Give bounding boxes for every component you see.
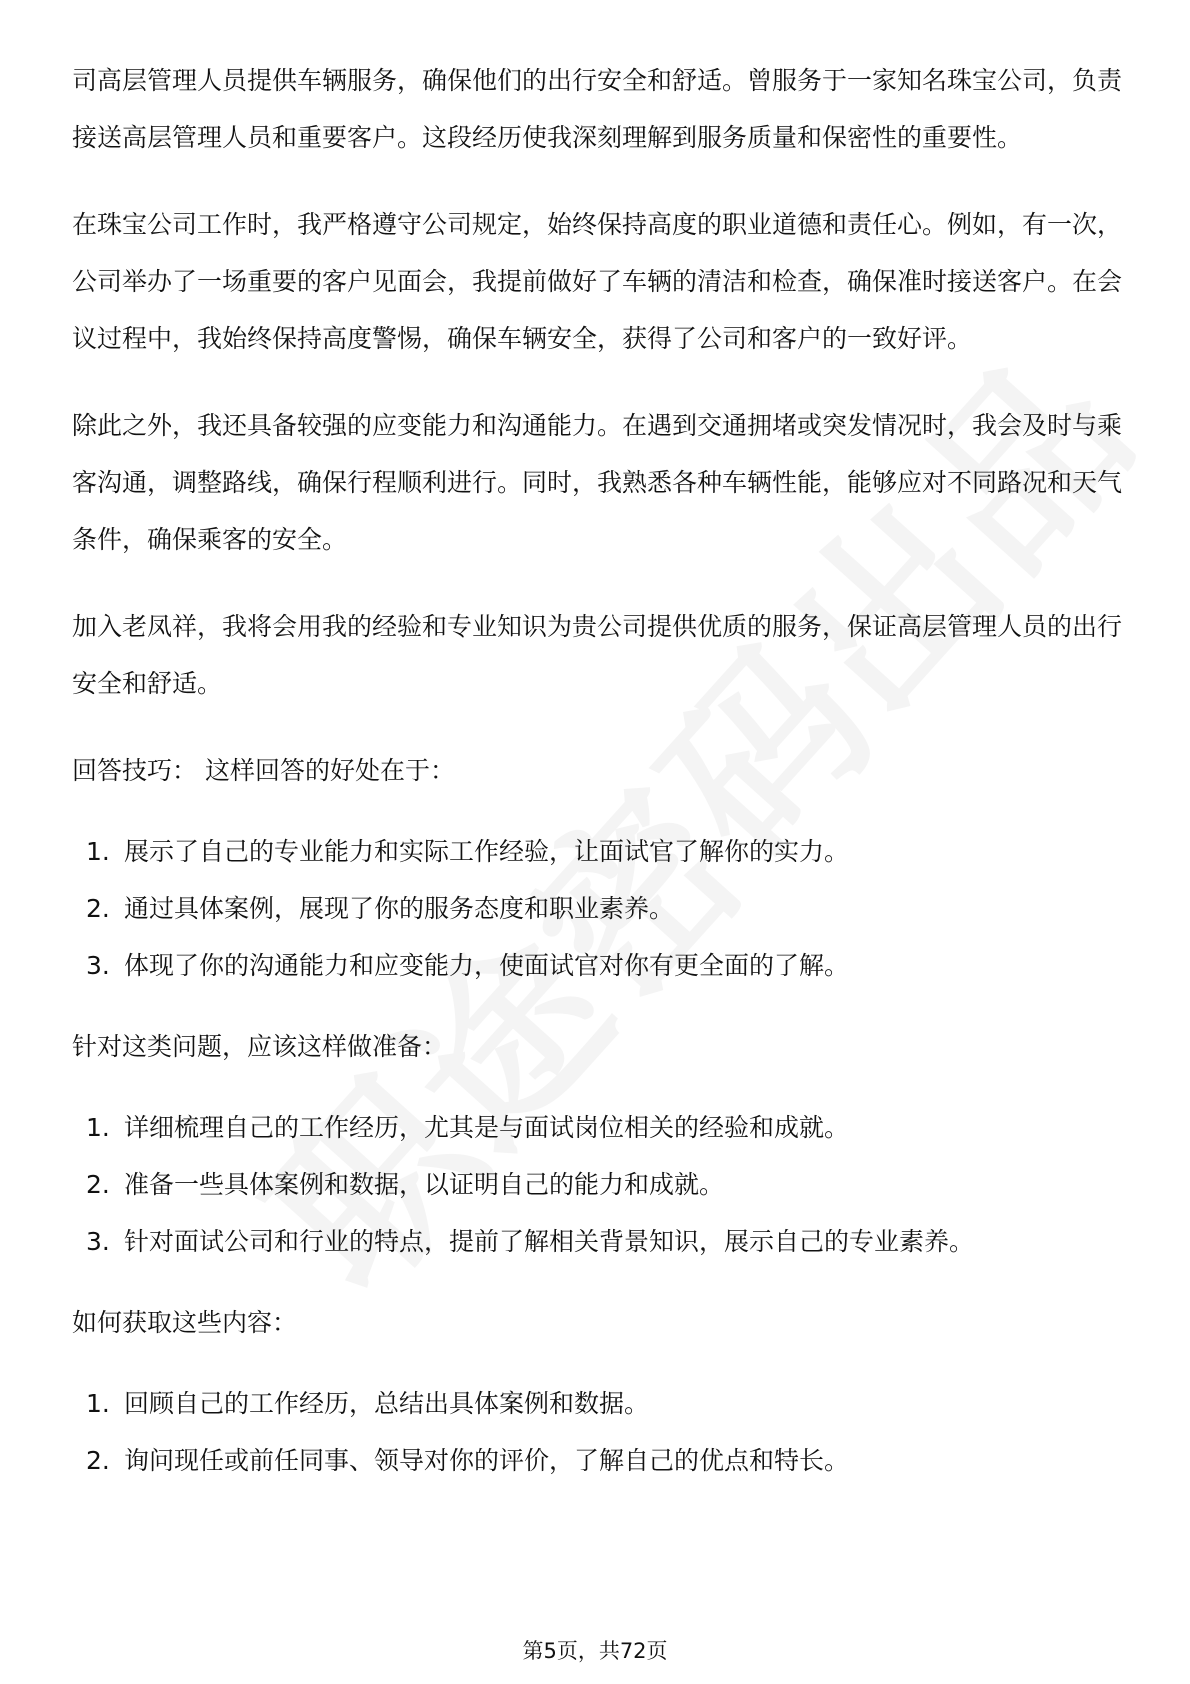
- list-item-text: 展示了自己的专业能力和实际工作经验，让面试官了解你的实力。: [124, 837, 850, 866]
- list-item: [72, 1432, 1122, 1489]
- obtain-list: [72, 1375, 1122, 1489]
- tips-heading: 回答技巧： 这样回答的好处在于：: [72, 756, 455, 785]
- list-number: 2.: [86, 894, 110, 923]
- list-number: 1.: [86, 1389, 110, 1418]
- list-number: 1.: [86, 837, 110, 866]
- list-item: [72, 937, 1122, 994]
- list-item-text: 详细梳理自己的工作经历，尤其是与面试岗位相关的经验和成就。: [124, 1113, 850, 1142]
- paragraph: 除此之外，我还具备较强的应变能力和沟通能力。在遇到交通拥堵或突发情况时，我会及时与乘客沟通，调整路线，确保行程顺利进行。同时，我熟悉各种车辆性能，能够应对不同路况和天气条件，确保乘客的安全。: [72, 411, 1123, 554]
- list-item: [72, 1156, 1122, 1213]
- list-item-text: 体现了你的沟通能力和应变能力，使面试官对你有更全面的了解。: [124, 951, 850, 980]
- list-number: 1.: [86, 1113, 110, 1142]
- paragraph: 司高层管理人员提供车辆服务，确保他们的出行安全和舒适。曾服务于一家知名珠宝公司，负责接送高层管理人员和重要客户。这段经历使我深刻理解到服务质量和保密性的重要性。: [72, 66, 1123, 152]
- prepare-heading: 针对这类问题，应该这样做准备：: [72, 1032, 448, 1061]
- list-item: [72, 823, 1122, 880]
- list-number: 3.: [86, 951, 110, 980]
- tips-list: [72, 823, 1122, 994]
- list-item: [72, 1375, 1122, 1432]
- paragraph: 加入老凤祥，我将会用我的经验和专业知识为贵公司提供优质的服务，保证高层管理人员的出行安全和舒适。: [72, 612, 1123, 698]
- list-item: [72, 1213, 1122, 1270]
- page-number: 第5页，共72页: [522, 1639, 668, 1663]
- list-item: [72, 880, 1122, 937]
- list-item-text: 询问现任或前任同事、领导对你的评价，了解自己的优点和特长。: [124, 1446, 850, 1475]
- list-number: 2.: [86, 1446, 110, 1475]
- list-item-text: 针对面试公司和行业的特点，提前了解相关背景知识，展示自己的专业素养。: [124, 1227, 975, 1256]
- list-item: [72, 1099, 1122, 1156]
- list-number: 3.: [86, 1227, 110, 1256]
- list-number: 2.: [86, 1170, 110, 1199]
- paragraph: 在珠宝公司工作时，我严格遵守公司规定，始终保持高度的职业道德和责任心。例如，有一次，公司举办了一场重要的客户见面会，我提前做好了车辆的清洁和检查，确保准时接送客户。在会议过程中，我始终保持高度警惕，确保车辆安全，获得了公司和客户的一致好评。: [72, 210, 1123, 353]
- prepare-list: [72, 1099, 1122, 1270]
- obtain-heading: 如何获取这些内容：: [72, 1308, 298, 1337]
- list-item-text: 通过具体案例，展现了你的服务态度和职业素养。: [124, 894, 675, 923]
- list-item-text: 回顾自己的工作经历，总结出具体案例和数据。: [124, 1389, 650, 1418]
- list-item-text: 准备一些具体案例和数据，以证明自己的能力和成就。: [124, 1170, 725, 1199]
- page-content: [72, 52, 1122, 1513]
